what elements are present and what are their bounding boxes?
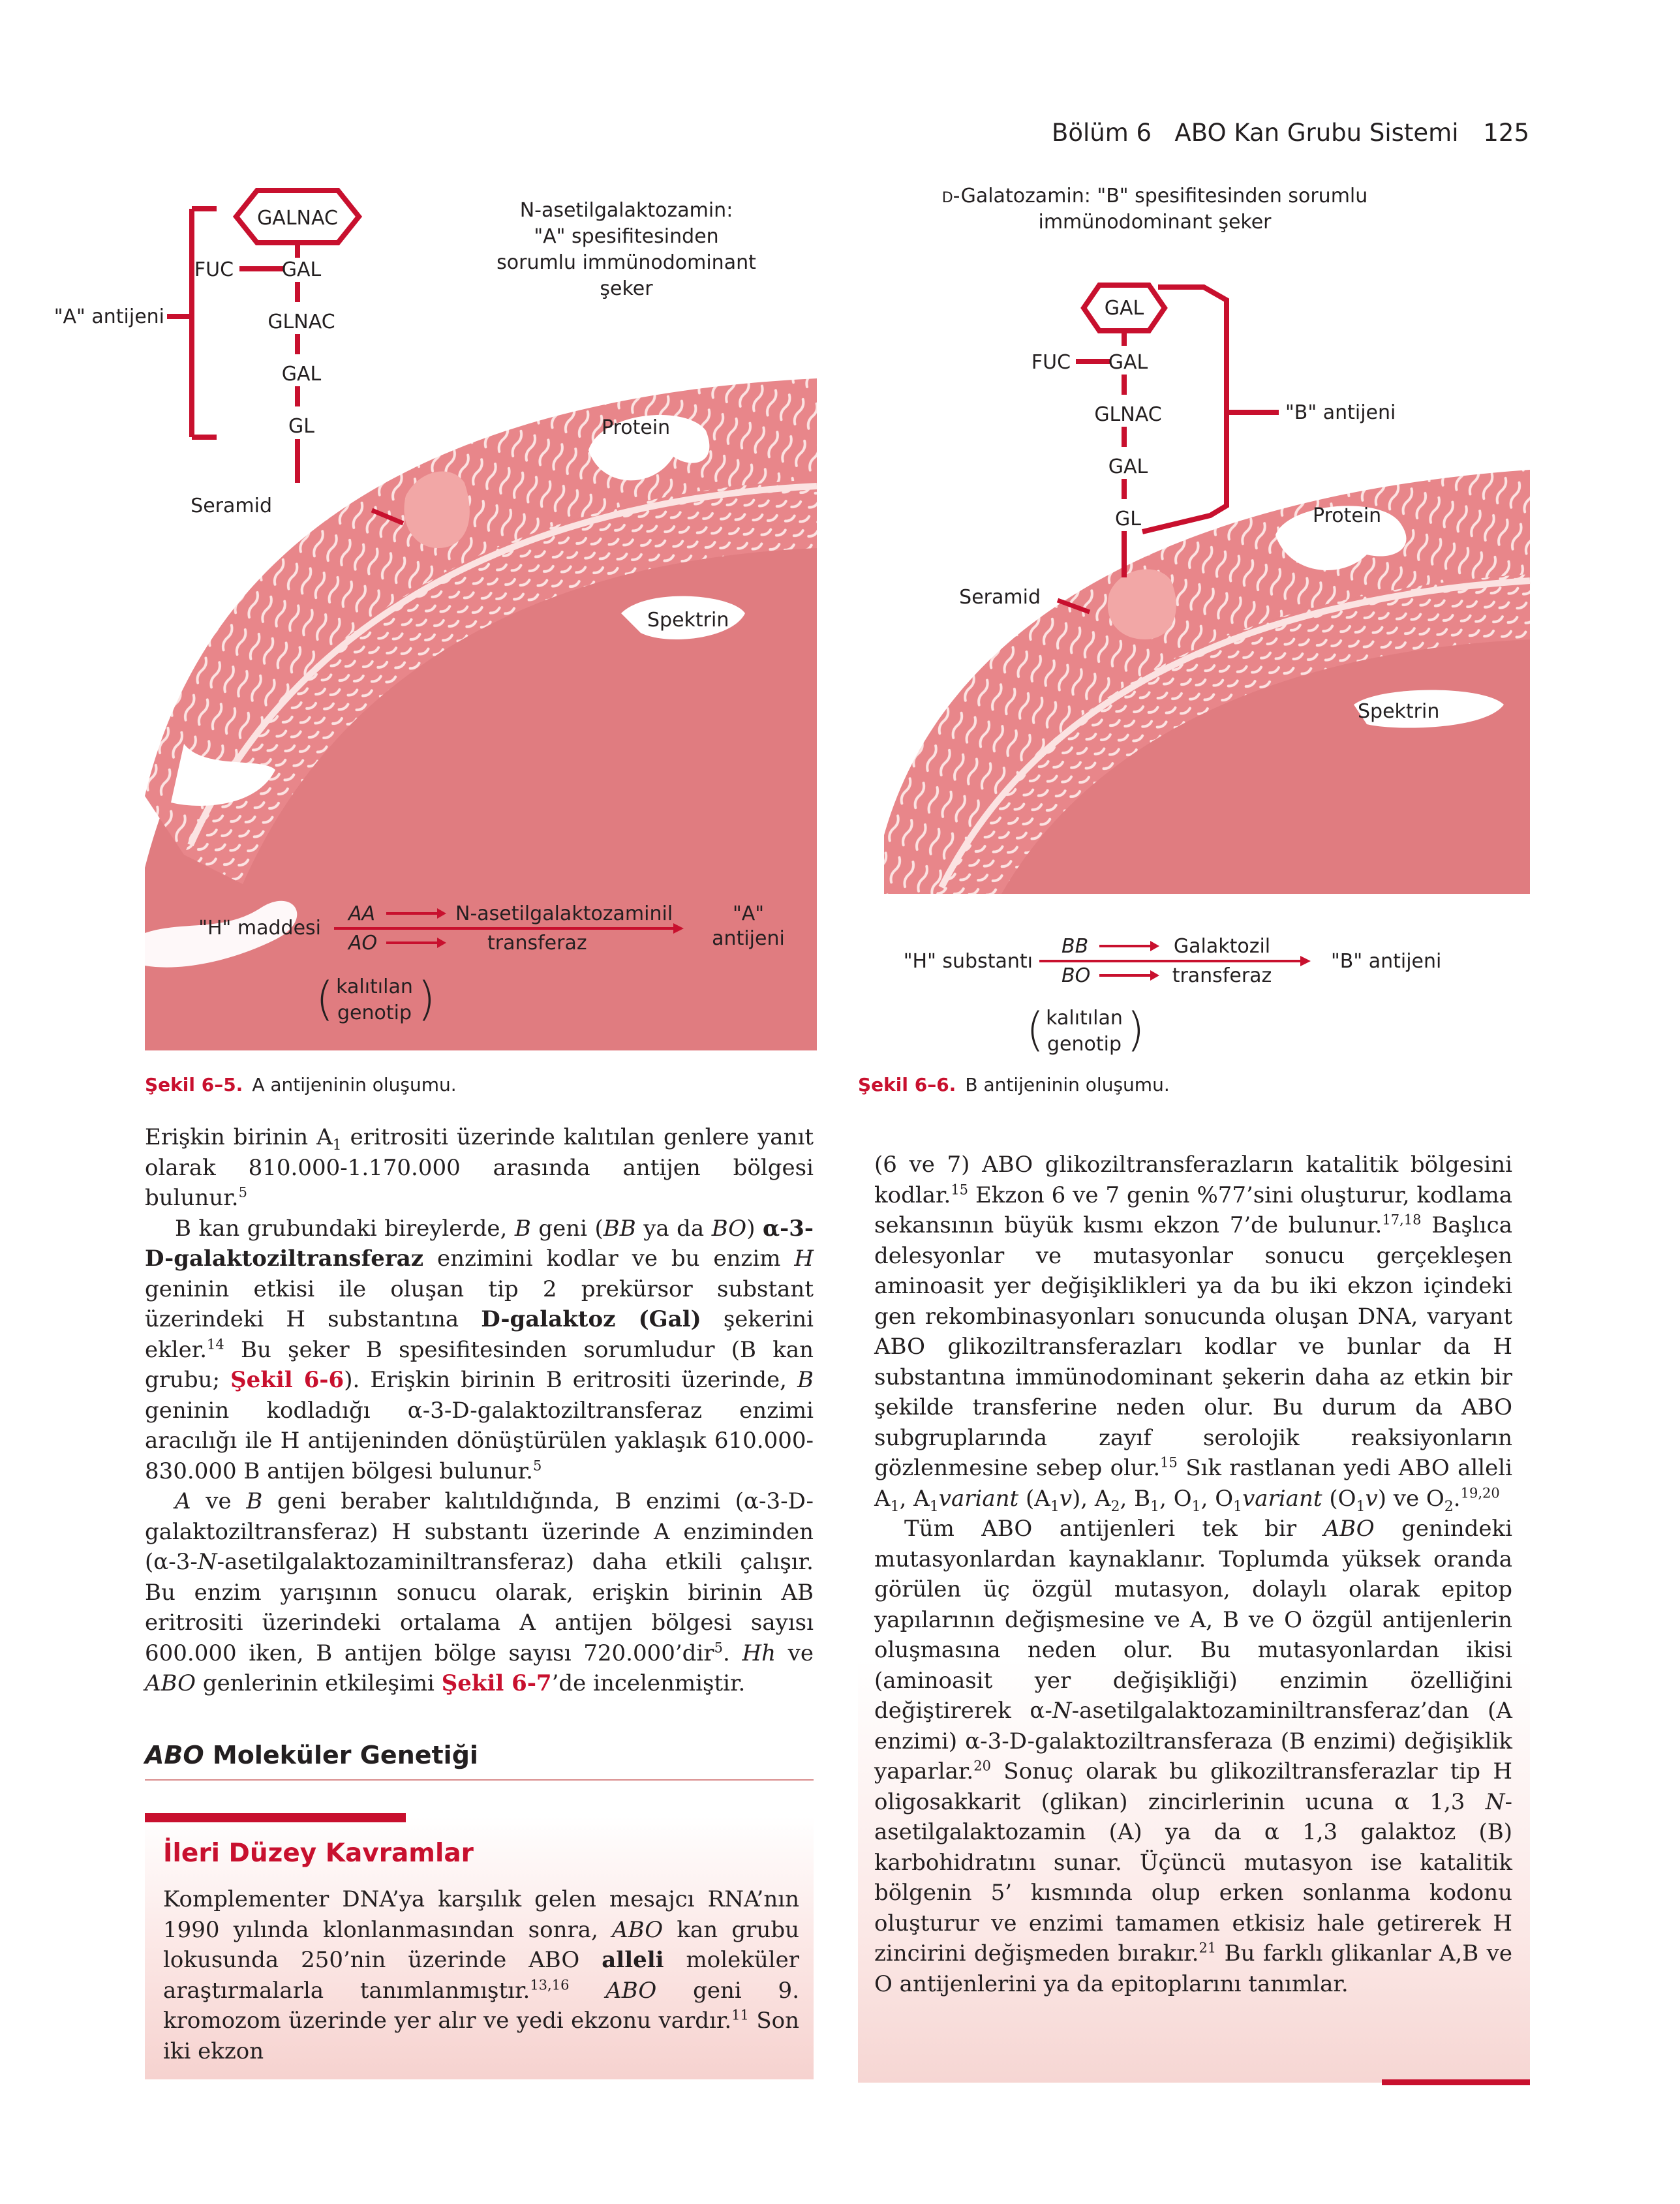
paragraph-1: Erişkin birinin $A_1$ eritrositi üzerinde kalıtılan genlere yanıt olarak 810.000-1.170.000 arasında antijen bölgesi bulunur.$^5$ [145, 1124, 814, 1211]
paragraph-5: Tüm ABO antijenleri tek bir ABO genindeki mutasyonlardan kaynaklanır. Toplumda yüksek oranda görülen üç özgül mutasyon, dolaylı olarak epitop yapılarının değişmesine ve A, B ve O özgül antijenlerin oluşmasına neden olur. Bu mutasyonlardan ikisi (aminoasit yer değişikliği) enzimin özelliğini değiştirerek α-N-asetilgalaktozaminiltransferaz’dan (A enzimi) α-3-D-galaktoziltransferaza (B enzimi) değişiklik yaparlar.$^{20}$ Sonuç olarak bu glikoziltransferazlar tip H oligosakkarit (glikan) zincirlerinin ucuna α 1,3 N-asetilgalaktozamin (A) ya da α 1,3 galaktoz (B) karbohidratını sunar. Üçüncü mutasyon ise katalitik bölgenin 5’ kısmında olup erken sonlanma kodonu oluşturur ve enzimi tamamen etkisiz hale getirerek H zincirini değişmeden bırakır.$^{21}$ Bu farklı glikanlar A,B ve O antijenlerini ya da epitoplarını tanımlar. [874, 1516, 1512, 1997]
seramid-label: Seramid [191, 495, 272, 517]
svg-text:): ) [1127, 1003, 1145, 1056]
figure-b-antigen-diagram [858, 183, 1530, 1070]
galnac-note-line4: şeker [600, 277, 653, 300]
glnac-label: GLNAC [267, 311, 335, 333]
gal-top-label: GAL [1104, 297, 1144, 320]
section-rule [145, 1779, 814, 1781]
gl-label: GL [288, 415, 314, 438]
enzyme-b-line1: Galaktozil [1173, 935, 1271, 958]
svg-text:(: ( [1026, 1003, 1045, 1056]
right-column-bottom-bar [1382, 2079, 1530, 2085]
gal-label-2: GAL [281, 363, 322, 386]
svg-text:D-Galatozamin: "B" spesifitesi [942, 185, 1368, 207]
figure-b-caption-number: Şekil 6–6. [858, 1074, 956, 1095]
galnac-note-line3: sorumlu immünodominant [496, 251, 756, 274]
advanced-concepts-text: Komplementer DNA’ya karşılık gelen mesajcı RNA’nın 1990 yılında klonlanmasından sonra, ABO kan grubu lokusunda 250’nin üzerinde ABO alleli moleküler araştırmalarla tanımlanmıştır.$^{13,16}$ ABO geni 9. kromozom üzerinde yer alır ve yedi ekzonu vardır.$^{11}$ Son iki ekzon [163, 1886, 800, 2064]
figure-b-caption-text: B antijeninin oluşumu. [965, 1074, 1170, 1095]
figure-a-antigen-diagram [53, 183, 817, 1050]
gal-label-1: GAL [281, 258, 322, 281]
svg-text:(: ( [316, 972, 334, 1026]
figure-6-6-reference[interactable]: Şekil 6-6 [230, 1367, 344, 1393]
inherited-line1: kalıtılan [336, 975, 413, 998]
chapter-label: Bölüm 6 [1052, 119, 1152, 147]
enzyme-line1: N-asetilgalaktozaminil [455, 902, 673, 925]
figure-a-caption [145, 1074, 457, 1095]
a-result-line1: "A" [732, 902, 765, 925]
advanced-concepts-title: İleri Düzey Kavramlar [163, 1839, 474, 1868]
fuc-label: FUC [194, 258, 234, 281]
protein-label: Protein [602, 416, 671, 439]
galnac-note-line1: N-asetilgalaktozamin: [519, 199, 733, 222]
b-note-line1: -Galatozamin: "B" spesifitesinden sorumlu [953, 185, 1368, 207]
left-column-text [145, 1122, 814, 1699]
a-result-line2: antijeni [712, 927, 785, 950]
genotype-ao: AO [348, 932, 378, 955]
genotype-bb: BB [1061, 935, 1089, 958]
b-note-line2: immünodominant şeker [1038, 211, 1272, 234]
figure-a-caption-text: A antijeninin oluşumu. [252, 1074, 457, 1095]
protein-label-b: Protein [1313, 504, 1382, 527]
b-result-label: "B" antijeni [1331, 950, 1442, 973]
inherited-b-line1: kalıtılan [1046, 1007, 1123, 1030]
section-heading [145, 1741, 814, 1771]
fuc-label-b: FUC [1031, 351, 1071, 374]
h-substance-label: "H" maddesi [198, 917, 321, 940]
inherited-b-line2: genotip [1046, 1033, 1122, 1056]
figure-a-caption-number: Şekil 6–5. [145, 1074, 243, 1095]
advanced-concepts-bar [145, 1813, 406, 1822]
gal-label-b1: GAL [1108, 351, 1148, 374]
seramid-label-b: Seramid [959, 586, 1041, 609]
genotype-bo: BO [1061, 964, 1091, 987]
chapter-title: ABO Kan Grubu Sistemi [1174, 119, 1459, 147]
spektrin-label-b: Spektrin [1358, 700, 1440, 723]
galnac-note-line2: "A" spesifitesinden [534, 225, 719, 248]
figure-6-7-reference[interactable]: Şekil 6-7 [441, 1670, 552, 1696]
gal-label-b2: GAL [1108, 455, 1148, 478]
running-head [1018, 116, 1529, 149]
antigen-bracket [192, 209, 217, 437]
svg-text:): ) [418, 972, 436, 1026]
h-substant-label: "H" substantı [903, 950, 1033, 973]
a-antigen-label: "A" antijeni [53, 305, 164, 328]
galnac-label: GALNAC [257, 207, 338, 230]
section-heading-italic: ABO [145, 1741, 204, 1769]
paragraph-4: (6 ve 7) ABO glikoziltransferazların katalitik bölgesini kodlar.$^{15}$ Ekzon 6 ve 7 genin %77’sini oluşturur, kodlama sekansının büyük kısmı ekzon 7’de bulunur.$^{17,18}$ Başlıca delesyonlar ve mutasyonlar sonucu gerçekleşen aminoasit yer değişiklikleri ya da bu iki ekzon içindeki gen rekombinasyonları sonucunda oluşan DNA, varyant ABO glikoziltransferazları kodlar ve bunlar da H substantına immünodominant şekerin daha az etkin bir şekilde transferine neden olur. Bu durum da ABO subgruplarında zayıf serolojik reaksiyonların gözlenmesine sebep olur.$^{15}$ Sık rastlanan yedi ABO alleli $A_1$, $A_1variant$ $(A_1v)$, $A_2$, $B_1$, $O_1$, $O_1variant$ $(O_1v)$ ve $O_2.^{19,20}$ [874, 1152, 1512, 1515]
enzyme-line2: transferaz [487, 932, 587, 955]
figure-b-caption [858, 1074, 1170, 1095]
enzyme-b-line2: transferaz [1172, 964, 1272, 987]
inherited-line2: genotip [337, 1002, 412, 1024]
b-note-prefix: D [941, 190, 953, 206]
gl-label-b: GL [1115, 508, 1141, 530]
paragraph-2: B kan grubundaki bireylerde, B geni (BB ya da BO) α-3-D-galaktoziltransferaz enzimini kodlar ve bu enzim H geninin etkisi ile oluşan tip 2 prekürsor substant üzerindeki H substantına D-galaktoz (Gal) şekerini ekler.$^{14}$ Bu şeker B spesifitesinden sorumludur (B kan grubu; Şekil 6-6). Erişkin birinin B eritrositi üzerinde, B geninin kodladığı α-3-D-galaktoziltransferaz enzimi aracılığı ile H antijeninden dönüştürülen yaklaşık 610.000-830.000 B antijen bölgesi bulunur.$^5$ [145, 1215, 814, 1484]
spektrin-label: Spektrin [647, 609, 729, 632]
genotype-aa: AA [348, 902, 376, 925]
page-number: 125 [1483, 119, 1529, 147]
right-column-text [874, 1150, 1512, 1999]
glnac-label-b: GLNAC [1094, 403, 1162, 426]
b-antigen-label: "B" antijeni [1285, 401, 1396, 424]
section-heading-rest: Moleküler Genetiği [204, 1741, 478, 1769]
paragraph-3: A ve B geni beraber kalıtıldığında, B enzimi (α-3-D-galaktoziltransferaz) H substantı üzerinde A enziminden (α-3-N-asetilgalaktozaminiltransferaz) daha etkili çalışır. Bu enzim yarışının sonucu olarak, erişkin birinin AB eritrositi üzerindeki ortalama A antijen bölgesi sayısı 600.000 iken, B antijen bölge sayısı 720.000’dir$^5$. Hh ve ABO genlerinin etkileşimi Şekil 6-7’de incelenmiştir. [145, 1488, 814, 1696]
